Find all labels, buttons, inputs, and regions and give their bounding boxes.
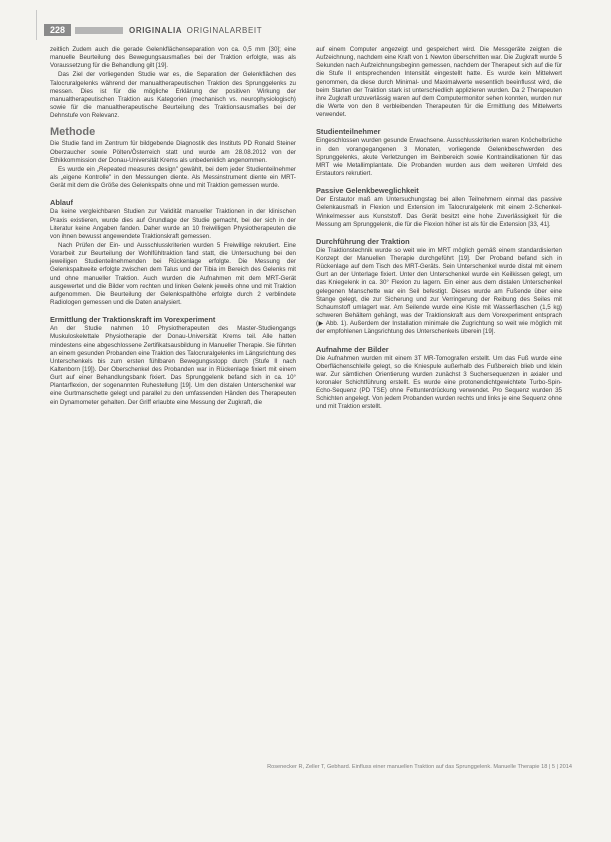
section-heading-methods: Methode	[50, 126, 96, 139]
paragraph: An der Studie nahmen 10 Physiotherapeuten des Master-Studiengangs Muskuloskelettale Physiotherapie der Donau-Universität Krems teil. Alle hatten mindestens eine abgeschlossene Zertifikatsausbildung in Manueller Therapie. Sie führten an einem gesunden Probanden eine Traktion des Talocruralgelenks im Längsrichtung des Unterschenkels bis zum ersten fühlbaren Bewegungsstopp durch (Stufe II nach Kaltenborn [19]). Der Oberschenkel des Probanden war in Rückenlage fixiert mit einem Gurt auf einer Behandlungsbank fixiert. Das Sprunggelenk befand sich in ca. 10° Plantarflexion, der sogenannten Ruhestellung [19]. Um den distalen Unterschenkel war eine Gurtmanschette gelegt und parallel zu den umfassenden Händen des Therapeuten ein Dynamometer gehalten. Der Griff erlaubte eine Messung der Zugkraft, die	[50, 325, 296, 406]
paragraph: Die Traktionstechnik wurde so weit wie im MRT möglich gemäß einem standardisierten Konzept der Manuellen Therapie durchgeführt [19]. Der Proband befand sich in Rückenlage auf dem Tisch des MRT-Geräts. Sein Unterschenkel wurde distal mit einem Gurt an der Unterlage fixiert. Unter den Unterschenkel wurde ein Keilkissen gelegt, um das Kniegelenk in ca. 30° Flexion zu lagern. Ein einer aus dem distalen Unterschenkel gelegenen Manschette war ein Seil befestigt. Dieses wurde am Fußende über eine Stange gelegt, die zur Sicherung und zur Verringerung der Reibung des Seiles mit Schaumstoff umlagert war. Am Seilende wurde eine Kiste mit Wasserflaschen (1,5 kg) schweren Behältern gehängt, was der Traktionskraft aus dem Vorexperiment entsprach (▶ Abb. 1). Außerdem der Installation minimale die Zugrichtung so weit wie möglich mit der empfohlenen Längsrichtung des Unterschenkels überein [19].	[316, 246, 562, 336]
paragraph: auf einem Computer angezeigt und gespeichert wird. Die Messgeräte zeigten die Aufzeichnung, nachdem eine Kraft von 1 Newton überschritten war. Die Zugkraft wurde 5 Sekunden nach Aufzeichnungsbeginn gemessen, nachdem der Therapeut sich auf die für die Stufe II entsprechenden Intensität eingestellt hatte. Es wurde kein Mittelwert genommen, da diese durch Minimal- und Maximalwerte wesentlich beeinflusst wird, die beim Starten der Traktion stark ist unterschiedlich applizieren wurden. Da 2 Therapeuten ihre Zugkraft unzuverlässig waren auf dem Computermonitor sehen konnten, wurden nur die Werte von den 8 verbleibenden Therapeuten für die Ermittlung des Mittelwerts verwendet.	[316, 46, 562, 119]
paragraph: Da keine vergleichbaren Studien zur Validität manueller Traktionen in der klinischen Praxis existieren, wurde dies auf Grundlage der Studie gemacht, bei der sich in der Literatur keine Angaben fanden. Daher wurde an 10 freiwilligen Physiotherapeuten die von ihnen bewusst angewendete Traktionskraft gemessen.	[50, 208, 296, 240]
paragraph: Nach Prüfen der Ein- und Ausschlusskriterien wurden 5 Freiwillige rekrutiert. Eine Vorarbeit zur Beurteilung der Wohlfühltraktion fand statt, die Untersuchung bei den jeweiligen Studienteilnehmenden bei Rückenlage erfolgte. Die Messung der Gelenkspaltweite erfolgte zwischen dem Talus und der Tibia im Bereich des Gelenks mit und ohne manueller Traktion. Auch wurden die Aufnahmen mit dem MRT-Gerät ausgewertet und die Bilder vom rechten und linken Gelenk jeweils ohne und mit Traktion aufgenommen. Die Beurteilung der Gelenkspalthöhe erfolgte durch 2 verblindete Radiologen gemessen und die Daten analysiert.	[50, 241, 296, 307]
paragraph: Das Ziel der vorliegenden Studie war es, die Separation der Gelenkflächen des Talocruralgelenks während der manualtherapeutischen Traktion des Sprunggelenks zu messen. Dies ist für die mögliche Erklärung der positiven Wirkung der manualtherapeutischen Traktion aus Kategorien (mechanisch vs. neurophysiologisch) sowie für die manualtherapeutische Beurteilung des Traktionsausmaßes bei der Dehnstufe von Relevanz.	[50, 71, 296, 120]
subheading-gelenkbeweglichkeit: Passive Gelenkbeweglichkeit	[316, 186, 419, 196]
paragraph: Eingeschlossen wurden gesunde Erwachsene. Ausschlusskriterien waren Knöchelbrüche in den vorangegangenen 3 Monaten, vorliegende Gelenkbeschwerden des Sprunggelenks, akute Verletzungen im Beinbereich sowie Kontraindikationen für das MRT wie Metallimplantate. Die Probanden wurden aus dem weiteren Umfeld des Erstautors rekrutiert.	[316, 137, 562, 178]
page-number: 228	[44, 24, 71, 36]
page-header	[44, 24, 572, 36]
crop-mark	[36, 10, 37, 40]
paragraph: Die Aufnahmen wurden mit einem 3T MR-Tomografen erstellt. Um das Fuß wurde eine Oberflächenschleife gelegt, so die Kniespule außerhalb des Fußbereich blieb und klein war. Zur sämtlichen Orientierung wurden zunächst 3 Suchersequenzen in axialer und koronaler Schichtführung erstellt. Es wurde eine protonendichtgewichtete Turbo-Spin-Echo-Sequenz (PD TSE) ohne Fettunterdrückung verwendet. Pro Sequenz wurden 35 Schichten angelegt. Von jedem Probanden wurden rechts und links je eine Sequenz ohne und mit Traktion erstellt.	[316, 354, 562, 411]
right-column	[316, 46, 562, 413]
subheading-aufnahme: Aufnahme der Bilder	[316, 344, 389, 354]
section-label	[129, 26, 262, 35]
subheading-studienteilnehmer: Studienteilnehmer	[316, 127, 381, 137]
left-column	[50, 46, 296, 408]
paragraph: zeitlich Zudem auch die gerade Gelenkflächenseparation von ca. 0,5 mm [30]; eine manuelle Beurteilung des Bewegungsausmaßes bei der Traktion erfolgte, was als Voraussetzung für die Behandlung gilt [19].	[50, 46, 296, 70]
section-subname: ORIGINALARBEIT	[186, 25, 263, 35]
subheading-traktionskraft: Ermittlung der Traktionskraft im Vorexperiment	[50, 315, 216, 325]
header-bar	[75, 27, 123, 34]
subheading-ablauf: Ablauf	[50, 198, 73, 208]
page-footer-citation: Rosenecker R, Zeller T, Gebhard. Einfluss einer manuellen Traktion auf das Sprunggelenk. Manuelle Therapie 18 | 5 | 2014	[267, 764, 572, 770]
subheading-durchfuehrung: Durchführung der Traktion	[316, 236, 410, 246]
section-name: ORIGINALIA	[129, 25, 182, 35]
paragraph: Es wurde ein „Repeated measures design" gewählt, bei dem jeder Studienteilnehmer als „eigene Kontrolle" in den Messungen diente. Als Messinstrument diente ein MRT-Gerät mit dem die Größe des Gelenkspalts ohne und mit Traktion gemessen wurde.	[50, 165, 296, 190]
paragraph: Der Erstautor maß am Untersuchungstag bei allen Teilnehmern einmal das passive Gelenkausmaß in Flexion und Extension im Talocruralgelenk mit einem 2-Schenkel-Winkelmesser aus Kunststoff. Das Gerät besitzt eine hohe Zuverlässigkeit für die Messung am Sprunggelenk, die für die Flexion höher ist als für die Extension [33, 41].	[316, 196, 562, 228]
paragraph: Die Studie fand im Zentrum für bildgebende Diagnostik des Instituts PD Ronald Steiner Oberzaucher sowie Pölten/Österreich statt und wurde am 28.08.2012 von der Ethikkommission der Donau-Universität Krems als unbedenklich angenommen.	[50, 140, 296, 164]
